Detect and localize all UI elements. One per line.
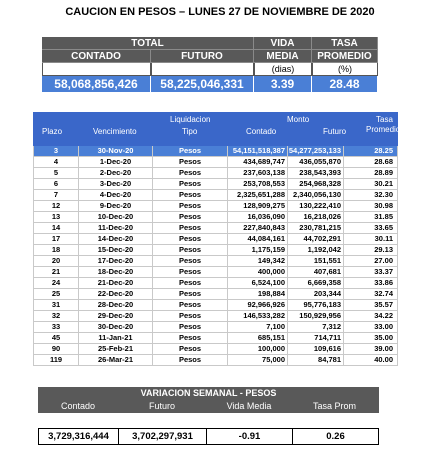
header-futuro: Futuro — [323, 127, 347, 136]
cell-contado: 7,100 — [228, 322, 288, 332]
table-row — [33, 190, 398, 201]
table-row — [33, 245, 398, 256]
cell-tasa: 30.11 — [344, 234, 398, 244]
weekly-contado-header: Contado — [60, 401, 96, 411]
table-row — [33, 201, 398, 212]
table-row — [33, 212, 398, 223]
cell-tipo: Pesos — [153, 289, 228, 299]
cell-contado: 2,325,651,288 — [228, 190, 288, 200]
summary-header-row-2 — [42, 50, 378, 63]
cell-tipo: Pesos — [153, 201, 228, 211]
caucion-table-header — [33, 112, 401, 146]
cell-futuro: 109,616 — [288, 344, 344, 354]
cell-tipo: Pesos — [153, 157, 228, 167]
cell-contado: 149,342 — [228, 256, 288, 266]
cell-tasa: 27.00 — [344, 256, 398, 266]
cell-futuro: 95,776,183 — [288, 300, 344, 310]
cell-plazo: 33 — [33, 322, 79, 332]
cell-tasa: 33.37 — [344, 267, 398, 277]
cell-plazo: 5 — [33, 168, 79, 178]
cell-contado: 198,884 — [228, 289, 288, 299]
table-row — [33, 333, 398, 344]
cell-futuro: 151,551 — [288, 256, 344, 266]
cell-futuro: 150,929,956 — [288, 311, 344, 321]
header-vencimiento: Vencimiento — [93, 127, 137, 136]
page-title: CAUCION EN PESOS – LUNES 27 DE NOVIEMBRE DE 2020 — [65, 6, 375, 18]
cell-plazo: 119 — [33, 355, 79, 365]
cell-plazo: 12 — [33, 201, 79, 211]
cell-tipo: Pesos — [153, 146, 228, 156]
summary-table — [42, 37, 378, 92]
cell-tasa: 33.86 — [344, 278, 398, 288]
cell-tasa: 34.22 — [344, 311, 398, 321]
cell-vencimiento: 22-Dec-20 — [79, 289, 153, 299]
cell-vencimiento: 10-Dec-20 — [79, 212, 153, 222]
cell-contado: 100,000 — [228, 344, 288, 354]
cell-tipo: Pesos — [153, 256, 228, 266]
cell-tipo: Pesos — [153, 179, 228, 189]
table-row — [33, 267, 398, 278]
cell-tasa: 33.00 — [344, 322, 398, 332]
cell-futuro: 84,781 — [288, 355, 344, 365]
cell-futuro: 436,055,870 — [288, 157, 344, 167]
table-row — [33, 278, 398, 289]
weekly-title: VARIACION SEMANAL - PESOS — [38, 387, 379, 400]
cell-contado: 685,151 — [228, 333, 288, 343]
weekly-tasa-value: 0.26 — [326, 431, 345, 442]
cell-tipo: Pesos — [153, 333, 228, 343]
cell-tipo: Pesos — [153, 278, 228, 288]
table-row — [33, 157, 398, 168]
cell-tasa: 28.68 — [344, 157, 398, 167]
cell-contado: 44,084,161 — [228, 234, 288, 244]
cell-plazo: 4 — [33, 157, 79, 167]
cell-tipo: Pesos — [153, 355, 228, 365]
cell-tasa: 40.00 — [344, 355, 398, 365]
cell-futuro: 230,781,215 — [288, 223, 344, 233]
cell-futuro: 238,543,393 — [288, 168, 344, 178]
cell-tasa: 35.57 — [344, 300, 398, 310]
cell-futuro: 1,192,042 — [288, 245, 344, 255]
cell-futuro: 2,340,056,130 — [288, 190, 344, 200]
cell-vencimiento: 18-Dec-20 — [79, 267, 153, 277]
summary-total-header: TOTAL — [42, 37, 254, 50]
table-row — [33, 168, 398, 179]
weekly-header-row — [38, 400, 379, 413]
cell-tipo: Pesos — [153, 234, 228, 244]
cell-tasa: 32.30 — [344, 190, 398, 200]
cell-plazo: 21 — [33, 267, 79, 277]
cell-futuro: 7,312 — [288, 322, 344, 332]
summary-vida-value: 3.39 — [254, 76, 312, 92]
cell-contado: 16,036,090 — [228, 212, 288, 222]
summary-tasa-value: 28.48 — [312, 76, 378, 92]
cell-tasa: 29.13 — [344, 245, 398, 255]
cell-futuro: 6,669,358 — [288, 278, 344, 288]
weekly-futuro-header: Futuro — [148, 401, 175, 411]
table-row — [33, 234, 398, 245]
table-row — [33, 311, 398, 322]
cell-tasa: 31.85 — [344, 212, 398, 222]
table-row — [33, 300, 398, 311]
cell-vencimiento: 21-Dec-20 — [79, 278, 153, 288]
cell-vencimiento: 2-Dec-20 — [79, 168, 153, 178]
cell-contado: 92,966,926 — [228, 300, 288, 310]
table-row — [33, 289, 398, 300]
table-row — [33, 146, 398, 157]
cell-futuro: 44,702,291 — [288, 234, 344, 244]
cell-tipo: Pesos — [153, 311, 228, 321]
cell-tasa: 30.21 — [344, 179, 398, 189]
summary-unit-row — [42, 63, 378, 76]
summary-vida-header: VIDA — [254, 37, 312, 50]
cell-vencimiento: 15-Dec-20 — [79, 245, 153, 255]
table-row — [33, 256, 398, 267]
cell-tipo: Pesos — [153, 212, 228, 222]
summary-tasa-header: TASA — [312, 37, 378, 50]
cell-vencimiento: 30-Dec-20 — [79, 322, 153, 332]
weekly-spacer — [38, 413, 379, 428]
cell-contado: 75,000 — [228, 355, 288, 365]
summary-media-header: MEDIA — [254, 50, 312, 63]
cell-contado: 1,175,159 — [228, 245, 288, 255]
cell-contado: 253,708,553 — [228, 179, 288, 189]
cell-vencimiento: 11-Dec-20 — [79, 223, 153, 233]
summary-value-row — [42, 76, 378, 92]
cell-tipo: Pesos — [153, 190, 228, 200]
cell-futuro: 203,344 — [288, 289, 344, 299]
header-contado: Contado — [246, 127, 277, 136]
cell-tasa: 33.65 — [344, 223, 398, 233]
caucion-table-body — [33, 146, 398, 366]
summary-unit-empty-2 — [151, 63, 254, 76]
cell-tasa: 28.89 — [344, 168, 398, 178]
header-promedio: Promedio — [366, 125, 401, 134]
summary-contado-header: CONTADO — [42, 50, 151, 63]
cell-vencimiento: 28-Dec-20 — [79, 300, 153, 310]
weekly-tasa-header: Tasa Prom — [312, 401, 356, 411]
cell-tipo: Pesos — [153, 344, 228, 354]
header-tasa: Tasa — [376, 115, 393, 124]
cell-contado: 54,151,518,387 — [228, 146, 288, 156]
cell-tasa: 30.98 — [344, 201, 398, 211]
cell-tipo: Pesos — [153, 322, 228, 332]
cell-tasa: 35.00 — [344, 333, 398, 343]
cell-tipo: Pesos — [153, 267, 228, 277]
cell-futuro: 16,218,026 — [288, 212, 344, 222]
cell-vencimiento: 14-Dec-20 — [79, 234, 153, 244]
cell-vencimiento: 26-Mar-21 — [79, 355, 153, 365]
summary-pct-unit: (%) — [312, 63, 378, 76]
cell-vencimiento: 3-Dec-20 — [79, 179, 153, 189]
cell-plazo: 32 — [33, 311, 79, 321]
cell-plazo: 18 — [33, 245, 79, 255]
summary-unit-empty-1 — [42, 63, 151, 76]
weekly-variation — [38, 387, 379, 445]
cell-contado: 6,524,100 — [228, 278, 288, 288]
cell-plazo: 20 — [33, 256, 79, 266]
header-plazo: Plazo — [42, 127, 63, 136]
header-tipo: Tipo — [182, 127, 198, 136]
cell-contado: 128,909,275 — [228, 201, 288, 211]
cell-plazo: 14 — [33, 223, 79, 233]
summary-contado-value: 58,068,856,426 — [42, 76, 151, 92]
cell-plazo: 7 — [33, 190, 79, 200]
summary-futuro-value: 58,225,046,331 — [151, 76, 254, 92]
cell-tipo: Pesos — [153, 245, 228, 255]
table-row — [33, 223, 398, 234]
weekly-vida-header: Vida Media — [226, 401, 272, 411]
cell-vencimiento: 11-Jan-21 — [79, 333, 153, 343]
summary-header-row-1 — [42, 37, 378, 50]
weekly-value-row — [38, 428, 379, 445]
caucion-table — [33, 112, 401, 366]
cell-contado: 146,533,282 — [228, 311, 288, 321]
header-monto: Monto — [287, 115, 310, 124]
table-row — [33, 179, 398, 190]
weekly-vida-value: -0.91 — [207, 429, 293, 444]
cell-vencimiento: 25-Feb-21 — [79, 344, 153, 354]
cell-contado: 237,603,138 — [228, 168, 288, 178]
cell-futuro: 407,681 — [288, 267, 344, 277]
cell-contado: 400,000 — [228, 267, 288, 277]
cell-tipo: Pesos — [153, 300, 228, 310]
cell-plazo: 45 — [33, 333, 79, 343]
cell-vencimiento: 1-Dec-20 — [79, 157, 153, 167]
cell-contado: 434,689,747 — [228, 157, 288, 167]
weekly-contado-value: 3,729,316,444 — [39, 429, 119, 444]
cell-tasa: 28.25 — [344, 146, 398, 156]
summary-dias-unit: (dias) — [254, 63, 312, 76]
cell-futuro: 130,222,410 — [288, 201, 344, 211]
cell-tasa: 32.74 — [344, 289, 398, 299]
header-liquidacion: Liquidacion — [170, 115, 211, 124]
table-row — [33, 355, 398, 366]
cell-vencimiento: 29-Dec-20 — [79, 311, 153, 321]
cell-tasa: 39.00 — [344, 344, 398, 354]
table-row — [33, 344, 398, 355]
weekly-futuro-value: 3,702,297,931 — [119, 429, 207, 444]
cell-plazo: 3 — [33, 146, 79, 156]
cell-futuro: 714,711 — [288, 333, 344, 343]
cell-plazo: 31 — [33, 300, 79, 310]
cell-futuro: 254,968,328 — [288, 179, 344, 189]
cell-vencimiento: 30-Nov-20 — [79, 146, 153, 156]
cell-futuro: 54,277,253,133 — [288, 146, 344, 156]
summary-futuro-header: FUTURO — [151, 50, 254, 63]
cell-tipo: Pesos — [153, 168, 228, 178]
table-row — [33, 322, 398, 333]
cell-plazo: 24 — [33, 278, 79, 288]
cell-contado: 227,840,843 — [228, 223, 288, 233]
cell-tipo: Pesos — [153, 223, 228, 233]
cell-plazo: 17 — [33, 234, 79, 244]
cell-vencimiento: 4-Dec-20 — [79, 190, 153, 200]
cell-plazo: 25 — [33, 289, 79, 299]
cell-plazo: 90 — [33, 344, 79, 354]
cell-vencimiento: 9-Dec-20 — [79, 201, 153, 211]
cell-plazo: 13 — [33, 212, 79, 222]
cell-vencimiento: 17-Dec-20 — [79, 256, 153, 266]
cell-plazo: 6 — [33, 179, 79, 189]
summary-promedio-header: PROMEDIO — [312, 50, 378, 63]
